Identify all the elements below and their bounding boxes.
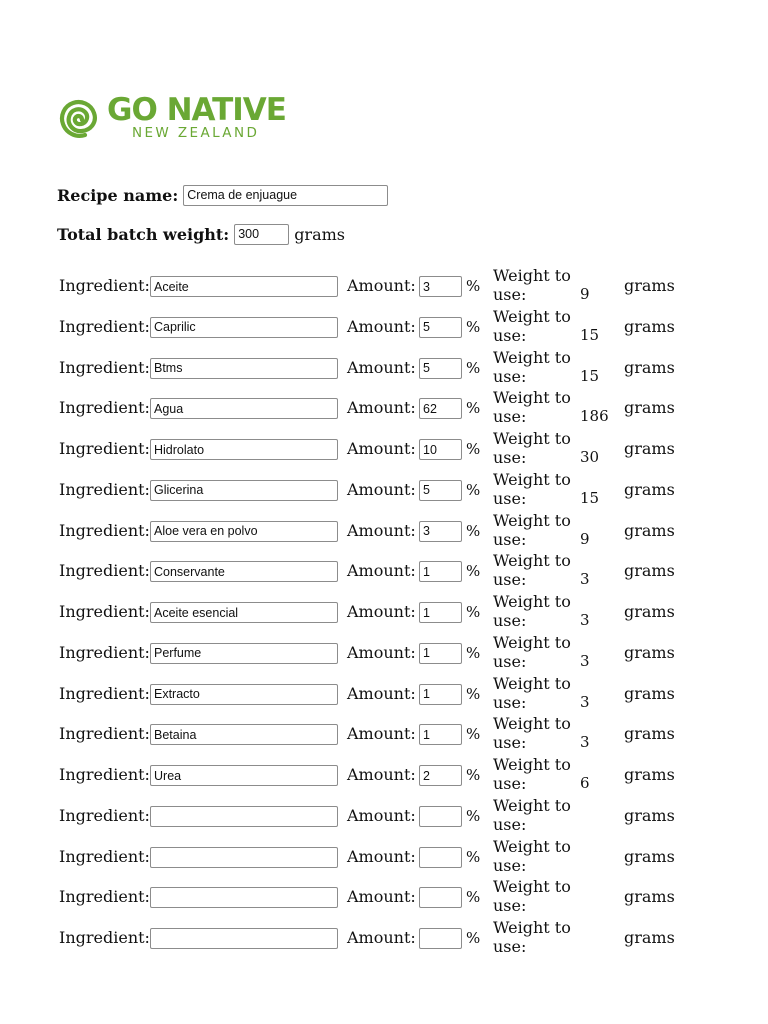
- ingredient-label: Ingredient:: [59, 479, 150, 499]
- grams-label: grams: [624, 887, 675, 907]
- amount-label: Amount:: [347, 765, 416, 784]
- grams-label: grams: [624, 561, 675, 581]
- amount-percent-input[interactable]: [419, 887, 462, 908]
- ingredient-name-input[interactable]: [150, 521, 338, 542]
- weight-to-use-label: Weight to use:: [493, 714, 571, 753]
- amount-label: Amount:: [347, 805, 416, 825]
- weight-to-use-label: Weight to use:: [493, 429, 571, 467]
- ingredient-name-input[interactable]: [150, 480, 338, 501]
- ingredient-label: Ingredient:: [59, 805, 150, 825]
- weight-to-use-label: Weight to use:: [493, 632, 571, 671]
- amount-percent-input[interactable]: [419, 806, 462, 827]
- weight-to-use-label: Weight to use:: [493, 673, 571, 712]
- grams-label: grams: [624, 928, 675, 947]
- grams-label: grams: [624, 357, 675, 377]
- ingredient-label: Ingredient:: [59, 561, 150, 581]
- amount-label: Amount:: [347, 602, 416, 621]
- grams-label: grams: [624, 805, 675, 825]
- weight-to-use-label: Weight to use:: [493, 795, 571, 834]
- weight-value: 186: [580, 407, 609, 426]
- grams-label: grams: [624, 724, 675, 744]
- ingredient-label: Ingredient:: [59, 846, 150, 866]
- ingredient-name-input[interactable]: [150, 317, 338, 338]
- amount-label: Amount:: [347, 724, 416, 744]
- ingredient-label: Ingredient:: [59, 642, 150, 662]
- amount-label: Amount:: [347, 276, 416, 295]
- ingredient-label: Ingredient:: [59, 357, 150, 377]
- ingredient-label: Ingredient:: [59, 683, 150, 703]
- ingredient-label: Ingredient:: [59, 276, 150, 295]
- grams-label: grams: [624, 602, 675, 621]
- weight-to-use-label: Weight to use:: [493, 469, 571, 508]
- amount-label: Amount:: [347, 642, 416, 662]
- ingredient-name-input[interactable]: [150, 439, 338, 460]
- percent-label: %: [466, 766, 481, 784]
- ingredient-label: Ingredient:: [59, 398, 150, 418]
- ingredient-name-input[interactable]: [150, 806, 338, 827]
- amount-percent-input[interactable]: [419, 398, 462, 419]
- recipe-name-label: Recipe name:: [57, 185, 179, 205]
- weight-value: 3: [580, 733, 590, 752]
- grams-label: grams: [624, 846, 675, 866]
- ingredient-name-input[interactable]: [150, 887, 338, 908]
- weight-to-use-label: Weight to use:: [493, 755, 571, 793]
- amount-percent-input[interactable]: [419, 643, 462, 664]
- weight-value: 9: [580, 529, 590, 548]
- batch-weight-row: [57, 222, 345, 246]
- percent-label: %: [466, 562, 481, 581]
- recipe-name-input[interactable]: [183, 185, 388, 206]
- ingredient-label: Ingredient:: [59, 316, 150, 336]
- ingredient-label: Ingredient:: [59, 602, 150, 621]
- brand-logo: [58, 93, 288, 143]
- amount-percent-input[interactable]: [419, 480, 462, 501]
- amount-label: Amount:: [347, 479, 416, 499]
- grams-label: grams: [624, 642, 675, 662]
- weight-to-use-label: Weight to use:: [493, 918, 571, 956]
- percent-label: %: [466, 603, 481, 621]
- ingredient-name-input[interactable]: [150, 561, 338, 582]
- koru-spiral-icon: [58, 93, 102, 141]
- weight-value: 3: [580, 570, 590, 589]
- ingredient-label: Ingredient:: [59, 439, 150, 458]
- percent-label: %: [466, 521, 481, 540]
- amount-label: Amount:: [347, 887, 416, 907]
- percent-label: %: [466, 888, 481, 907]
- amount-percent-input[interactable]: [419, 765, 462, 786]
- amount-label: Amount:: [347, 683, 416, 703]
- amount-label: Amount:: [347, 439, 416, 458]
- percent-label: %: [466, 929, 481, 947]
- weight-value: 15: [580, 325, 600, 344]
- percent-label: %: [466, 358, 481, 377]
- ingredient-label: Ingredient:: [59, 928, 150, 947]
- weight-to-use-label: Weight to use:: [493, 877, 571, 916]
- amount-label: Amount:: [347, 357, 416, 377]
- weight-to-use-label: Weight to use:: [493, 266, 571, 304]
- weight-to-use-label: Weight to use:: [493, 551, 571, 590]
- weight-value: 15: [580, 488, 600, 507]
- weight-value: 3: [580, 611, 590, 629]
- percent-label: %: [466, 806, 481, 825]
- amount-label: Amount:: [347, 928, 416, 947]
- percent-label: %: [466, 684, 481, 703]
- amount-label: Amount:: [347, 561, 416, 581]
- amount-percent-input[interactable]: [419, 276, 462, 297]
- grams-label: grams: [624, 683, 675, 703]
- percent-label: %: [466, 643, 481, 662]
- grams-label: grams: [624, 276, 675, 295]
- weight-to-use-label: Weight to use:: [493, 510, 571, 549]
- ingredient-name-input[interactable]: [150, 928, 338, 949]
- amount-percent-input[interactable]: [419, 561, 462, 582]
- amount-percent-input[interactable]: [419, 439, 462, 460]
- ingredient-label: Ingredient:: [59, 887, 150, 907]
- ingredient-label: Ingredient:: [59, 765, 150, 784]
- weight-value: 9: [580, 285, 590, 303]
- ingredient-name-input[interactable]: [150, 724, 338, 745]
- percent-label: %: [466, 480, 481, 499]
- weight-value: 3: [580, 651, 590, 670]
- ingredient-name-input[interactable]: [150, 643, 338, 664]
- batch-weight-label: Total batch weight:: [57, 224, 230, 244]
- percent-label: %: [466, 847, 481, 866]
- percent-label: %: [466, 277, 481, 295]
- ingredient-name-input[interactable]: [150, 765, 338, 786]
- amount-percent-input[interactable]: [419, 724, 462, 745]
- grams-label: grams: [624, 765, 675, 784]
- ingredient-name-input[interactable]: [150, 684, 338, 705]
- ingredient-label: Ingredient:: [59, 724, 150, 744]
- grams-label: grams: [624, 398, 675, 418]
- ingredient-name-input[interactable]: [150, 358, 338, 379]
- grams-label: grams: [624, 439, 675, 458]
- percent-label: %: [466, 725, 481, 744]
- ingredient-name-input[interactable]: [150, 602, 338, 623]
- batch-weight-input[interactable]: [234, 224, 289, 245]
- weight-to-use-label: Weight to use:: [493, 306, 571, 345]
- batch-weight-unit: grams: [294, 224, 345, 244]
- weight-value: 3: [580, 692, 590, 711]
- brand-name: GO NATIVE: [107, 92, 286, 128]
- amount-label: Amount:: [347, 846, 416, 866]
- brand-tagline: NEW ZEALAND: [132, 125, 260, 141]
- grams-label: grams: [624, 520, 675, 540]
- weight-to-use-label: Weight to use:: [493, 347, 571, 386]
- amount-percent-input[interactable]: [419, 602, 462, 623]
- amount-percent-input[interactable]: [419, 521, 462, 542]
- ingredient-label: Ingredient:: [59, 520, 150, 540]
- weight-value: 6: [580, 774, 590, 792]
- weight-to-use-label: Weight to use:: [493, 836, 571, 875]
- amount-percent-input[interactable]: [419, 928, 462, 949]
- amount-percent-input[interactable]: [419, 317, 462, 338]
- amount-percent-input[interactable]: [419, 847, 462, 868]
- amount-label: Amount:: [347, 520, 416, 540]
- amount-percent-input[interactable]: [419, 684, 462, 705]
- weight-to-use-label: Weight to use:: [493, 592, 571, 630]
- ingredient-name-input[interactable]: [150, 398, 338, 419]
- percent-label: %: [466, 399, 481, 418]
- grams-label: grams: [624, 479, 675, 499]
- amount-label: Amount:: [347, 398, 416, 418]
- ingredient-name-input[interactable]: [150, 847, 338, 868]
- weight-value: 15: [580, 366, 600, 385]
- amount-percent-input[interactable]: [419, 358, 462, 379]
- weight-value: 30: [580, 448, 600, 466]
- percent-label: %: [466, 440, 481, 458]
- percent-label: %: [466, 317, 481, 336]
- amount-label: Amount:: [347, 316, 416, 336]
- grams-label: grams: [624, 316, 675, 336]
- recipe-name-row: [57, 183, 388, 207]
- weight-to-use-label: Weight to use:: [493, 388, 571, 427]
- ingredient-name-input[interactable]: [150, 276, 338, 297]
